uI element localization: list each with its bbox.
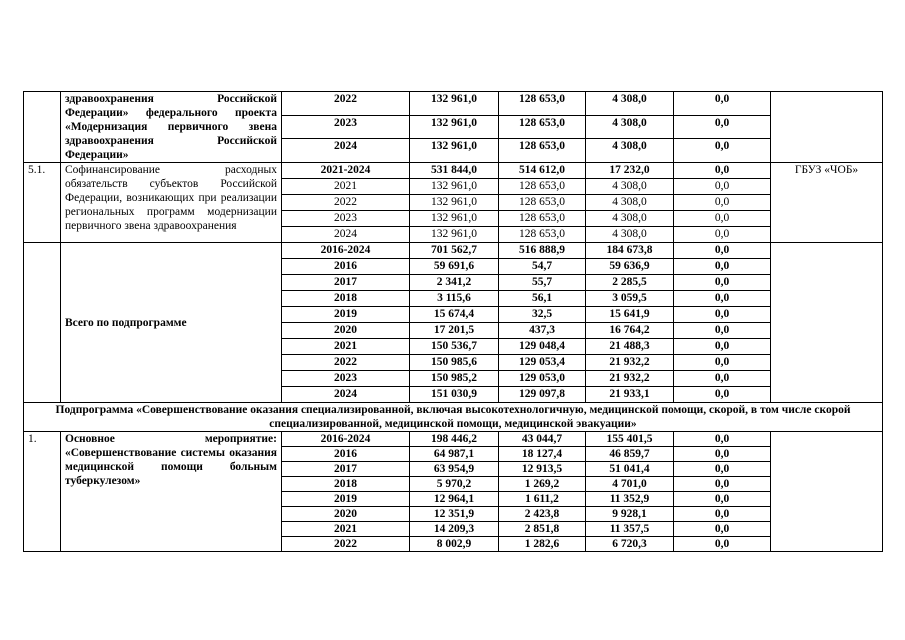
year-cell: 2020 bbox=[282, 323, 410, 339]
federal-cell: 128 653,0 bbox=[499, 211, 586, 227]
other-cell: 0,0 bbox=[674, 537, 771, 552]
year-cell: 2018 bbox=[282, 477, 410, 492]
total-cell: 132 961,0 bbox=[410, 179, 499, 195]
regional-cell: 16 764,2 bbox=[586, 323, 674, 339]
total-cell: 132 961,0 bbox=[410, 92, 499, 116]
executor-cell bbox=[771, 432, 883, 552]
year-cell: 2016-2024 bbox=[282, 243, 410, 259]
other-cell: 0,0 bbox=[674, 462, 771, 477]
federal-cell: 32,5 bbox=[499, 307, 586, 323]
regional-cell: 155 401,5 bbox=[586, 432, 674, 447]
table-row bbox=[24, 92, 883, 116]
description-cell: здравоохранения Российской Федерации» федерального проекта «Модернизация первичного звена здравоохранения Российской Федерации» bbox=[61, 92, 282, 163]
federal-cell: 2 851,8 bbox=[499, 522, 586, 537]
total-cell: 2 341,2 bbox=[410, 275, 499, 291]
other-cell: 0,0 bbox=[674, 307, 771, 323]
regional-cell: 21 933,1 bbox=[586, 387, 674, 403]
total-cell: 531 844,0 bbox=[410, 163, 499, 179]
year-cell: 2021 bbox=[282, 339, 410, 355]
total-cell: 132 961,0 bbox=[410, 115, 499, 139]
federal-cell: 516 888,9 bbox=[499, 243, 586, 259]
regional-cell: 184 673,8 bbox=[586, 243, 674, 259]
other-cell: 0,0 bbox=[674, 179, 771, 195]
federal-cell: 12 913,5 bbox=[499, 462, 586, 477]
federal-cell: 128 653,0 bbox=[499, 195, 586, 211]
total-cell: 12 351,9 bbox=[410, 507, 499, 522]
other-cell: 0,0 bbox=[674, 432, 771, 447]
year-cell: 2021 bbox=[282, 522, 410, 537]
year-cell: 2016 bbox=[282, 259, 410, 275]
row-number-cell bbox=[24, 92, 61, 163]
year-cell: 2022 bbox=[282, 537, 410, 552]
other-cell: 0,0 bbox=[674, 447, 771, 462]
year-cell: 2019 bbox=[282, 492, 410, 507]
regional-cell: 3 059,5 bbox=[586, 291, 674, 307]
federal-cell: 1 282,6 bbox=[499, 537, 586, 552]
total-cell: 12 964,1 bbox=[410, 492, 499, 507]
federal-cell: 128 653,0 bbox=[499, 92, 586, 116]
table-row bbox=[24, 163, 883, 179]
regional-cell: 21 488,3 bbox=[586, 339, 674, 355]
total-cell: 150 536,7 bbox=[410, 339, 499, 355]
other-cell: 0,0 bbox=[674, 507, 771, 522]
total-cell: 198 446,2 bbox=[410, 432, 499, 447]
regional-cell: 4 308,0 bbox=[586, 211, 674, 227]
other-cell: 0,0 bbox=[674, 227, 771, 243]
regional-cell: 9 928,1 bbox=[586, 507, 674, 522]
section-title: Подпрограмма «Совершенствование оказания специализированной, включая высокотехнологичную, медицинской помощи, скорой, в том числе скорой специализированной, медицинской помощи, медицинской эвакуации» bbox=[24, 403, 883, 432]
executor-cell bbox=[771, 243, 883, 403]
executor-cell bbox=[771, 92, 883, 163]
total-cell: 14 209,3 bbox=[410, 522, 499, 537]
other-cell: 0,0 bbox=[674, 139, 771, 163]
year-cell: 2021-2024 bbox=[282, 163, 410, 179]
regional-cell: 4 308,0 bbox=[586, 227, 674, 243]
total-cell: 15 674,4 bbox=[410, 307, 499, 323]
regional-cell: 17 232,0 bbox=[586, 163, 674, 179]
row-number-cell bbox=[24, 243, 61, 403]
year-cell: 2017 bbox=[282, 275, 410, 291]
year-cell: 2024 bbox=[282, 139, 410, 163]
federal-cell: 56,1 bbox=[499, 291, 586, 307]
other-cell: 0,0 bbox=[674, 522, 771, 537]
total-cell: 17 201,5 bbox=[410, 323, 499, 339]
total-cell: 3 115,6 bbox=[410, 291, 499, 307]
year-cell: 2016 bbox=[282, 447, 410, 462]
federal-cell: 1 269,2 bbox=[499, 477, 586, 492]
other-cell: 0,0 bbox=[674, 477, 771, 492]
other-cell: 0,0 bbox=[674, 291, 771, 307]
row-number-cell: 1. bbox=[24, 432, 61, 552]
year-cell: 2024 bbox=[282, 387, 410, 403]
row-number-cell: 5.1. bbox=[24, 163, 61, 243]
total-cell: 150 985,2 bbox=[410, 371, 499, 387]
other-cell: 0,0 bbox=[674, 195, 771, 211]
regional-cell: 21 932,2 bbox=[586, 371, 674, 387]
other-cell: 0,0 bbox=[674, 92, 771, 116]
other-cell: 0,0 bbox=[674, 339, 771, 355]
total-cell: 151 030,9 bbox=[410, 387, 499, 403]
total-cell: 63 954,9 bbox=[410, 462, 499, 477]
year-cell: 2017 bbox=[282, 462, 410, 477]
budget-table bbox=[23, 91, 883, 552]
federal-cell: 128 653,0 bbox=[499, 139, 586, 163]
total-cell: 59 691,6 bbox=[410, 259, 499, 275]
other-cell: 0,0 bbox=[674, 355, 771, 371]
federal-cell: 128 653,0 bbox=[499, 115, 586, 139]
year-cell: 2021 bbox=[282, 179, 410, 195]
total-cell: 132 961,0 bbox=[410, 139, 499, 163]
federal-cell: 129 053,4 bbox=[499, 355, 586, 371]
year-cell: 2023 bbox=[282, 211, 410, 227]
year-cell: 2018 bbox=[282, 291, 410, 307]
section-row bbox=[24, 403, 883, 432]
year-cell: 2023 bbox=[282, 115, 410, 139]
federal-cell: 129 048,4 bbox=[499, 339, 586, 355]
table-row bbox=[24, 432, 883, 447]
regional-cell: 4 308,0 bbox=[586, 92, 674, 116]
federal-cell: 128 653,0 bbox=[499, 179, 586, 195]
other-cell: 0,0 bbox=[674, 259, 771, 275]
description-cell: Софинансирование расходных обязательств субъектов Российской Федерации, возникающих при реализации региональных программ модернизации первичного звена здравоохранения bbox=[61, 163, 282, 243]
year-cell: 2020 bbox=[282, 507, 410, 522]
regional-cell: 4 308,0 bbox=[586, 195, 674, 211]
total-cell: 8 002,9 bbox=[410, 537, 499, 552]
federal-cell: 2 423,8 bbox=[499, 507, 586, 522]
federal-cell: 18 127,4 bbox=[499, 447, 586, 462]
year-cell: 2022 bbox=[282, 195, 410, 211]
total-cell: 132 961,0 bbox=[410, 227, 499, 243]
table-body bbox=[24, 92, 883, 552]
regional-cell: 6 720,3 bbox=[586, 537, 674, 552]
regional-cell: 4 701,0 bbox=[586, 477, 674, 492]
total-cell: 701 562,7 bbox=[410, 243, 499, 259]
regional-cell: 15 641,9 bbox=[586, 307, 674, 323]
total-cell: 132 961,0 bbox=[410, 195, 499, 211]
federal-cell: 55,7 bbox=[499, 275, 586, 291]
federal-cell: 43 044,7 bbox=[499, 432, 586, 447]
year-cell: 2024 bbox=[282, 227, 410, 243]
federal-cell: 1 611,2 bbox=[499, 492, 586, 507]
regional-cell: 21 932,2 bbox=[586, 355, 674, 371]
other-cell: 0,0 bbox=[674, 211, 771, 227]
federal-cell: 514 612,0 bbox=[499, 163, 586, 179]
federal-cell: 437,3 bbox=[499, 323, 586, 339]
federal-cell: 129 097,8 bbox=[499, 387, 586, 403]
total-cell: 64 987,1 bbox=[410, 447, 499, 462]
federal-cell: 54,7 bbox=[499, 259, 586, 275]
year-cell: 2022 bbox=[282, 355, 410, 371]
other-cell: 0,0 bbox=[674, 115, 771, 139]
regional-cell: 51 041,4 bbox=[586, 462, 674, 477]
other-cell: 0,0 bbox=[674, 492, 771, 507]
budget-table-page bbox=[23, 91, 883, 552]
total-cell: 132 961,0 bbox=[410, 211, 499, 227]
other-cell: 0,0 bbox=[674, 163, 771, 179]
federal-cell: 129 053,0 bbox=[499, 371, 586, 387]
regional-cell: 11 357,5 bbox=[586, 522, 674, 537]
total-cell: 150 985,6 bbox=[410, 355, 499, 371]
federal-cell: 128 653,0 bbox=[499, 227, 586, 243]
other-cell: 0,0 bbox=[674, 371, 771, 387]
regional-cell: 2 285,5 bbox=[586, 275, 674, 291]
executor-cell: ГБУЗ «ЧОБ» bbox=[771, 163, 883, 243]
regional-cell: 59 636,9 bbox=[586, 259, 674, 275]
regional-cell: 4 308,0 bbox=[586, 139, 674, 163]
year-cell: 2019 bbox=[282, 307, 410, 323]
year-cell: 2016-2024 bbox=[282, 432, 410, 447]
other-cell: 0,0 bbox=[674, 387, 771, 403]
year-cell: 2022 bbox=[282, 92, 410, 116]
description-cell: Основное мероприятие: «Совершенствование системы оказания медицинской помощи больным туберкулезом» bbox=[61, 432, 282, 552]
regional-cell: 4 308,0 bbox=[586, 115, 674, 139]
other-cell: 0,0 bbox=[674, 243, 771, 259]
year-cell: 2023 bbox=[282, 371, 410, 387]
other-cell: 0,0 bbox=[674, 275, 771, 291]
table-row bbox=[24, 243, 883, 259]
description-cell: Всего по подпрограмме bbox=[61, 243, 282, 403]
total-cell: 5 970,2 bbox=[410, 477, 499, 492]
other-cell: 0,0 bbox=[674, 323, 771, 339]
regional-cell: 46 859,7 bbox=[586, 447, 674, 462]
regional-cell: 4 308,0 bbox=[586, 179, 674, 195]
regional-cell: 11 352,9 bbox=[586, 492, 674, 507]
